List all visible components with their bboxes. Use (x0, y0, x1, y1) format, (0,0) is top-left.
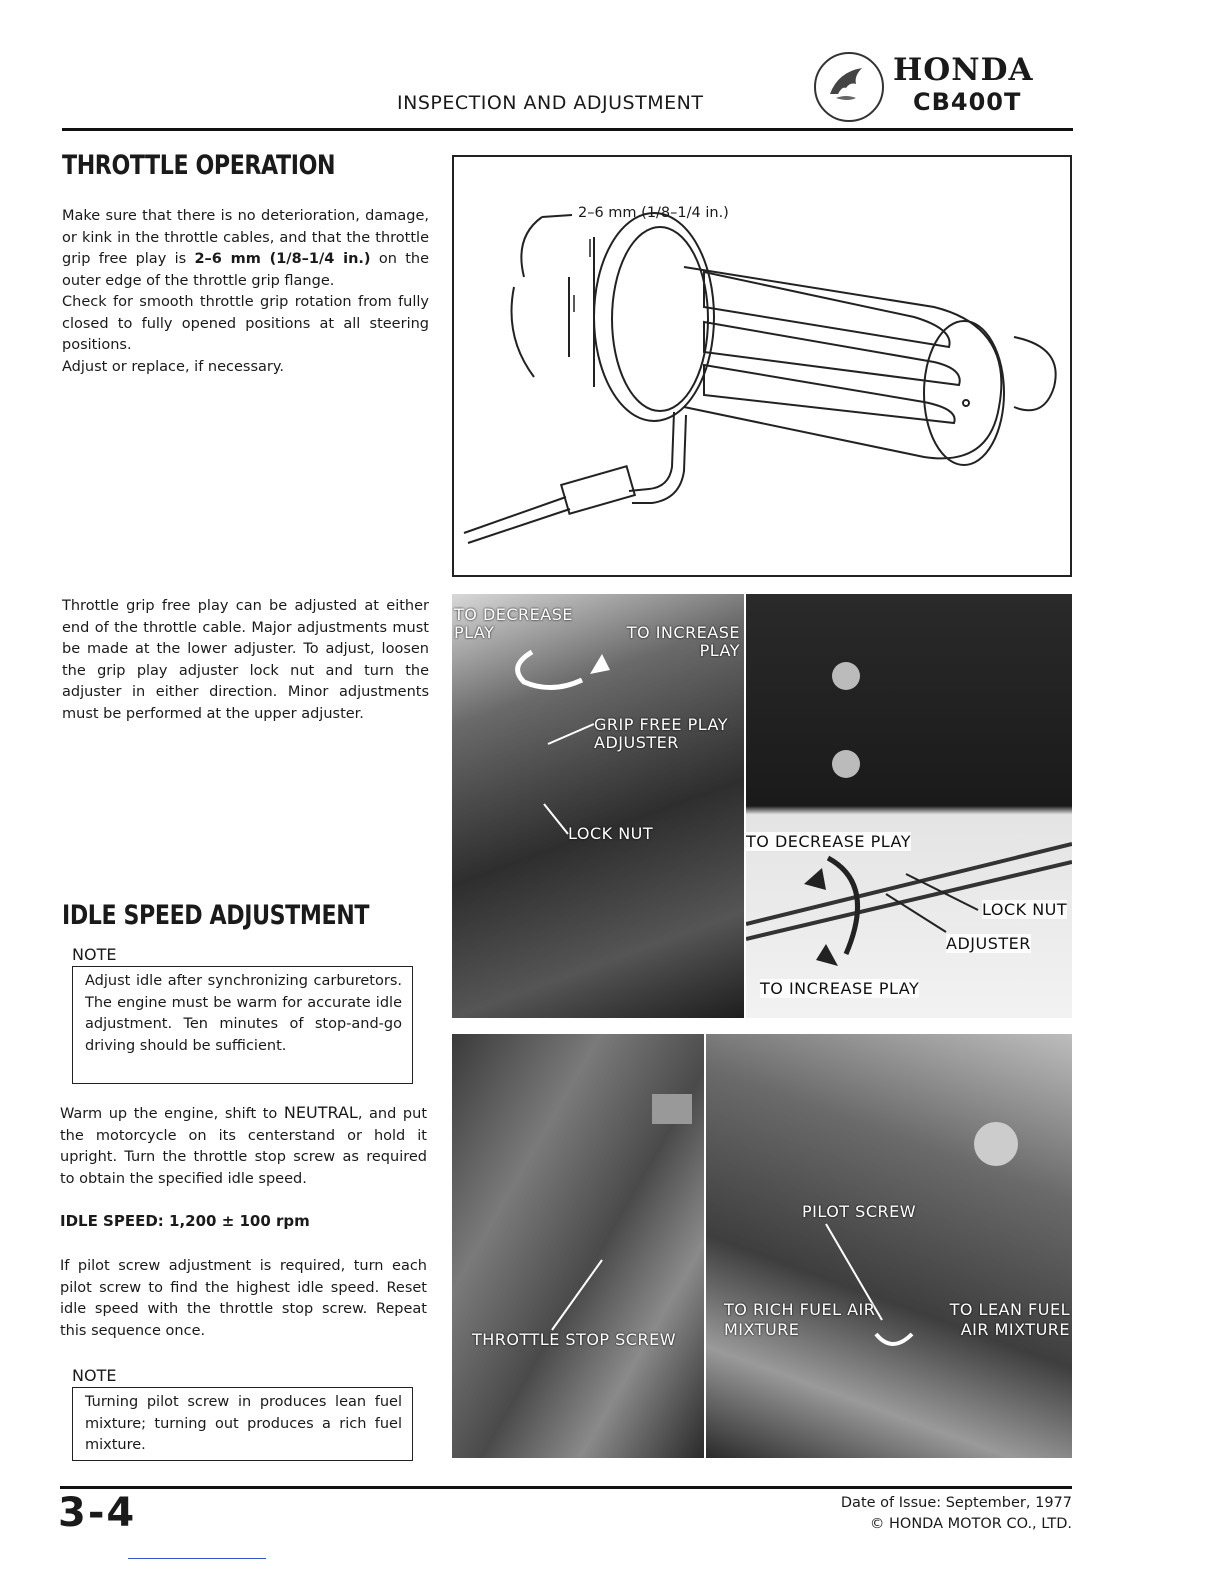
photo4-lean-label: TO LEAN FUEL AIR MIXTURE (949, 1300, 1070, 1339)
header-divider (62, 128, 1073, 131)
photo2-increase-label: TO INCREASE PLAY (760, 979, 920, 998)
idle-p1-neutral: NEUTRAL (283, 1103, 358, 1122)
idle-p1-post: , and put the motorcycle on its centerstand or hold it upright. Turn the throttle stop screw as required to obtain the specified idle speed. (60, 1106, 428, 1187)
photo4-pilot-label: PILOT SCREW (802, 1202, 917, 1221)
photo3-drawing (452, 1034, 704, 1458)
photo-upper-throttle-adjuster (452, 594, 744, 1018)
throttle-grip-figure (452, 155, 1072, 577)
throttle-p1-pre: Make sure that there is no deterioration, damage, or kink in the throttle cables, and that the throttle grip free play is (62, 208, 429, 267)
throttle-p2: Check for smooth throttle grip rotation from fully closed to fully opened positions at all steering positions. (62, 294, 429, 353)
throttle-adjust-text: Throttle grip free play can be adjusted at either end of the throttle cable. Major adjustments must be made at the lower adjuster. To adjust, loosen the grip play adjuster lock nut and turn the adjuster in either direction. Minor adjustments must be performed at the upper adjuster. (62, 598, 429, 722)
photo4-rich-label: TO RICH FUEL AIR MIXTURE (724, 1300, 876, 1339)
idle-p1-pre: Warm up the engine, shift to (60, 1106, 284, 1122)
wing-icon (816, 54, 882, 120)
idle-warmup-text (60, 1102, 427, 1190)
page-number: 3-4 (58, 1490, 137, 1536)
idle-heading: IDLE SPEED ADJUSTMENT (62, 900, 370, 931)
pilot-screw-text: If pilot screw adjustment is required, turn each pilot screw to find the highest idle speed. Reset idle speed with the throttle stop screw. Repeat this sequence once. (60, 1258, 427, 1339)
photo1-increase-label: TO INCREASE PLAY (626, 623, 740, 660)
throttle-heading: THROTTLE OPERATION (62, 150, 336, 181)
photo2-adjuster-label: ADJUSTER (946, 934, 1031, 953)
photo2-drawing (746, 594, 1072, 1018)
scan-mark-line (128, 1558, 266, 1559)
model-name: CB400T (913, 88, 1022, 116)
throttle-p1-post: on the outer edge of the throttle grip flange. (62, 251, 430, 289)
issue-date: Date of Issue: September, 1977 (840, 1495, 1072, 1511)
photo3-throttle-stop-label: THROTTLE STOP SCREW (472, 1330, 677, 1349)
note2-box: Turning pilot screw in produces lean fuel mixture; turning out produces a rich fuel mixture. (72, 1387, 413, 1461)
photo4-drawing (706, 1034, 1072, 1458)
footer-divider (60, 1486, 1072, 1489)
page-header-title: INSPECTION AND ADJUSTMENT (397, 92, 704, 114)
photo-pilot-screw (706, 1034, 1072, 1458)
honda-wing-logo (814, 52, 884, 122)
free-play-dimension-label: 2–6 mm (1/8–1/4 in.) (578, 205, 729, 221)
photo1-grip-adjuster-label: GRIP FREE PLAY ADJUSTER (594, 715, 728, 752)
note2-label: NOTE (72, 1366, 117, 1385)
brand-name: HONDA (893, 52, 1034, 88)
throttle-p1-spec: 2–6 mm (1/8–1/4 in.) (194, 251, 371, 267)
photo2-decrease-label: TO DECREASE PLAY (746, 832, 911, 851)
photo2-lock-nut-label: LOCK NUT (982, 900, 1068, 919)
photo-throttle-stop-screw (452, 1034, 704, 1458)
photo-lower-throttle-adjuster (746, 594, 1072, 1018)
photo1-decrease-label: TO DECREASE PLAY (454, 605, 573, 642)
copyright: © HONDA MOTOR CO., LTD. (869, 1516, 1072, 1532)
footer-info (800, 1493, 1072, 1535)
throttle-grip-drawing (454, 157, 1070, 575)
photo1-lock-nut-label: LOCK NUT (568, 824, 654, 843)
throttle-text (62, 206, 429, 378)
throttle-p3: Adjust or replace, if necessary. (62, 358, 284, 375)
idle-speed-spec: IDLE SPEED: 1,200 ± 100 rpm (60, 1212, 310, 1230)
note1-box: Adjust idle after synchronizing carburetors. The engine must be warm for accurate idle adjustment. Ten minutes of stop-and-go driving should be sufficient. (72, 966, 413, 1084)
note1-label: NOTE (72, 945, 117, 964)
